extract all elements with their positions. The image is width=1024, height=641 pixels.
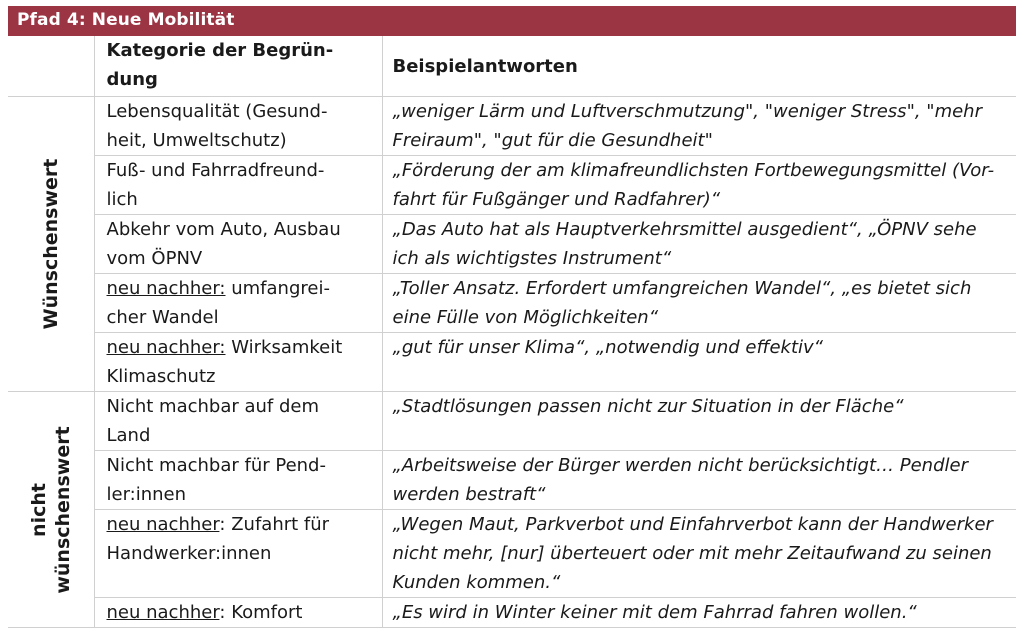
category-cell — [94, 451, 382, 510]
table-row — [8, 392, 1016, 451]
table-row — [8, 451, 1016, 510]
group-label-line: Wünschenswert — [39, 158, 62, 330]
category-text: : Zufahrt für — [219, 514, 330, 535]
new-after-marker: neu nachher: — [106, 278, 226, 299]
category-text: Nicht machbar für Pend- — [106, 455, 326, 476]
category-line — [107, 244, 374, 273]
example-line: fahrt für Fußgänger und Radfahrer)“ — [392, 189, 721, 210]
category-cell — [94, 215, 382, 274]
category-line — [107, 598, 374, 627]
category-cell — [94, 510, 382, 598]
example-line: „Stadtlösungen passen nicht zur Situation in der Fläche“ — [392, 396, 904, 417]
example-line: „Förderung der am klimafreundlichsten Fortbewegungsmittel (Vor- — [392, 160, 995, 181]
table-row — [8, 97, 1016, 156]
example-line: Kunden kommen.“ — [392, 572, 561, 593]
category-line — [107, 362, 374, 391]
example-cell — [382, 510, 1016, 598]
category-line — [107, 97, 374, 126]
category-line — [107, 185, 374, 214]
group-label-text — [27, 426, 75, 593]
category-line — [107, 274, 374, 303]
new-after-marker: neu nachher: — [106, 337, 226, 358]
example-line: nicht mehr, [nur] überteuert oder mit mehr Zeitaufwand zu seinen — [392, 543, 992, 564]
new-after-marker: neu nachher — [106, 514, 220, 535]
group-label-undesirable — [8, 392, 94, 628]
category-cell — [94, 156, 382, 215]
category-cell — [94, 97, 382, 156]
group-label-line: nicht — [27, 482, 50, 537]
category-text: Lebensqualität (Gesund- — [106, 101, 328, 122]
reasons-table — [8, 36, 1016, 628]
table-row — [8, 510, 1016, 598]
category-text: vom ÖPNV — [106, 248, 203, 269]
example-line: Freiraum", "gut für die Gesundheit" — [392, 130, 713, 151]
category-text: Wirksamkeit — [225, 337, 343, 358]
example-line: ich als wichtigstes Instrument“ — [392, 248, 672, 269]
example-line: „Das Auto hat als Hauptverkehrsmittel ausgedient“, „ÖPNV sehe — [392, 219, 977, 240]
example-line: „gut für unser Klima“, „notwendig und effektiv“ — [392, 337, 823, 358]
category-cell — [94, 333, 382, 392]
category-cell — [94, 598, 382, 628]
example-line: „weniger Lärm und Luftverschmutzung", "weniger Stress", "mehr — [392, 101, 982, 122]
category-text: lich — [106, 189, 138, 210]
category-line — [107, 156, 374, 185]
table-title: Pfad 4: Neue Mobilität — [8, 6, 1016, 36]
table-row — [8, 274, 1016, 333]
example-line: „Es wird in Winter keiner mit dem Fahrrad fahren wollen.“ — [392, 602, 917, 623]
table-row — [8, 215, 1016, 274]
header-side-cell — [8, 36, 94, 97]
category-text: umfangrei- — [225, 278, 330, 299]
header-category-line: dung — [106, 69, 158, 90]
category-text: Abkehr vom Auto, Ausbau — [106, 219, 341, 240]
category-line — [107, 126, 374, 155]
category-line — [107, 392, 374, 421]
example-cell — [382, 333, 1016, 392]
table-row — [8, 156, 1016, 215]
header-category — [94, 36, 382, 97]
category-line — [107, 333, 374, 362]
group-label-line: wünschenswert — [51, 425, 74, 594]
category-text: ler:innen — [106, 484, 187, 505]
category-line — [107, 510, 374, 539]
table-row — [8, 598, 1016, 628]
example-cell — [382, 451, 1016, 510]
category-cell — [94, 392, 382, 451]
example-cell — [382, 97, 1016, 156]
example-line: werden bestraft“ — [392, 484, 546, 505]
header-category-line: Kategorie der Begrün- — [106, 40, 334, 61]
example-line: „Wegen Maut, Parkverbot und Einfahrverbot kann der Handwerker — [392, 514, 993, 535]
group-label-desirable — [8, 97, 94, 392]
category-line — [107, 421, 374, 450]
category-text: Land — [106, 425, 151, 446]
example-line: „Arbeitsweise der Bürger werden nicht berücksichtigt… Pendler — [392, 455, 968, 476]
category-text: Nicht machbar auf dem — [106, 396, 320, 417]
header-examples: Beispielantworten — [382, 36, 1016, 97]
example-cell — [382, 392, 1016, 451]
category-text: Fuß- und Fahrradfreund- — [106, 160, 325, 181]
example-cell — [382, 274, 1016, 333]
header-row — [8, 36, 1016, 97]
example-cell — [382, 156, 1016, 215]
category-line — [107, 451, 374, 480]
example-line: „Toller Ansatz. Erfordert umfangreichen Wandel“, „es bietet sich — [392, 278, 972, 299]
category-text: : Komfort — [219, 602, 303, 623]
category-line — [107, 480, 374, 509]
category-text: Handwerker:innen — [106, 543, 272, 564]
category-text: Klimaschutz — [106, 366, 216, 387]
category-line — [107, 539, 374, 568]
group-label-text — [39, 159, 63, 330]
category-cell — [94, 274, 382, 333]
example-cell — [382, 598, 1016, 628]
category-line — [107, 303, 374, 332]
category-text: heit, Umweltschutz) — [106, 130, 287, 151]
example-line: eine Fülle von Möglichkeiten“ — [392, 307, 659, 328]
category-line — [107, 215, 374, 244]
example-cell — [382, 215, 1016, 274]
category-text: cher Wandel — [106, 307, 219, 328]
table-row — [8, 333, 1016, 392]
new-after-marker: neu nachher — [106, 602, 220, 623]
